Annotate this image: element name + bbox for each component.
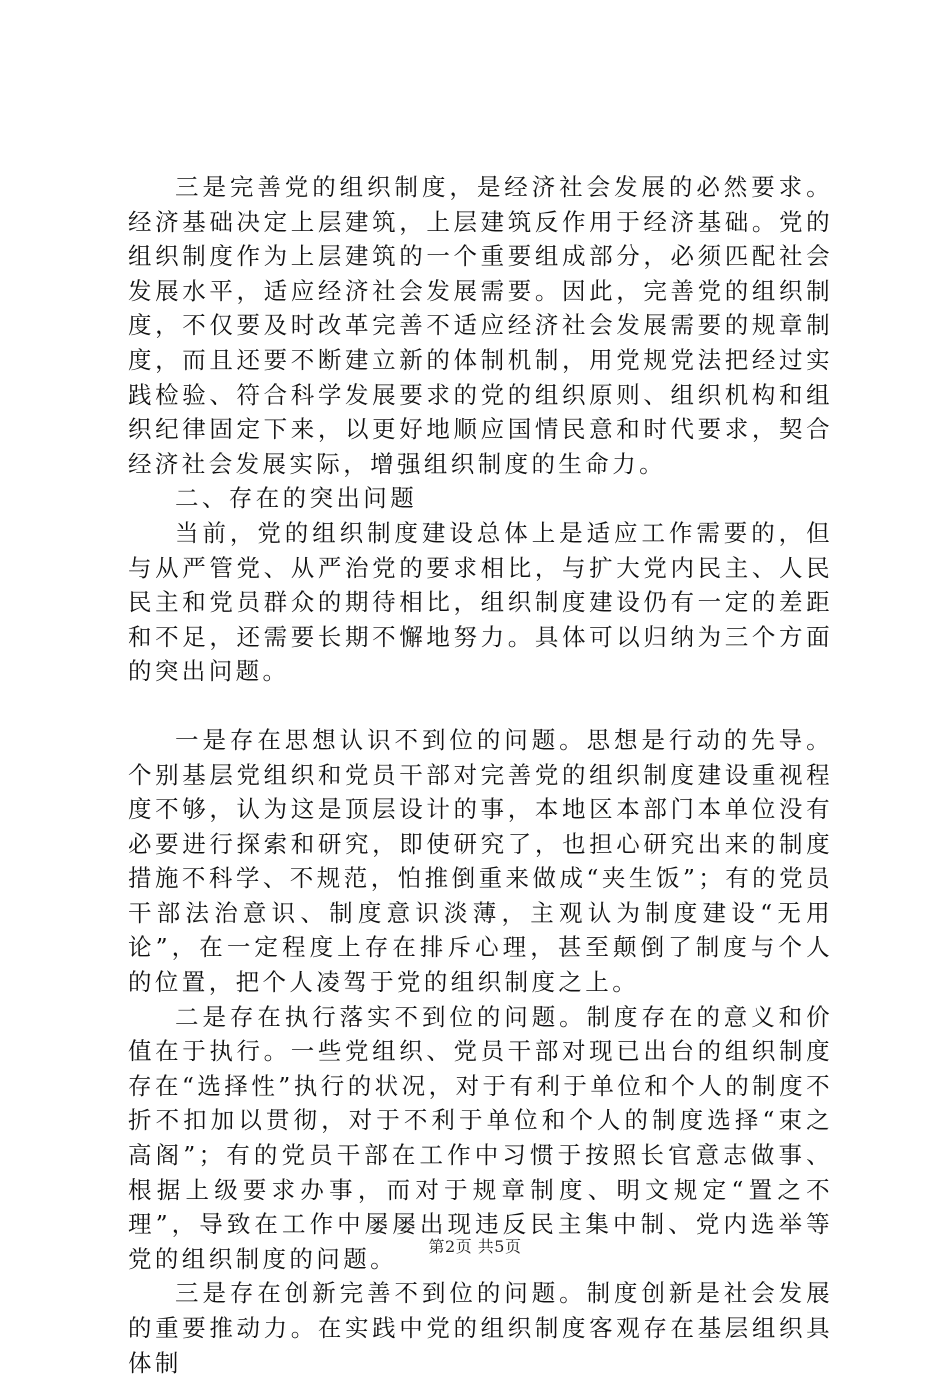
paragraph-current-situation: 当前，党的组织制度建设总体上是适应工作需要的，但与从严管党、从严治党的要求相比，与扩大党内民主、人民民主和党员群众的期待相比，组织制度建设仍有一定的差距和不足，还需要长期不懈地努力。具体可以归纳为三个方面的突出问题。	[128, 518, 833, 686]
paragraph-innovation-problem: 三是存在创新完善不到位的问题。制度创新是社会发展的重要推动力。在实践中党的组织制度客观存在基层组织具体制	[128, 1279, 833, 1377]
paragraph-organization-system-requirement: 三是完善党的组织制度，是经济社会发展的必然要求。经济基础决定上层建筑，上层建筑反作用于经济基础。党的组织制度作为上层建筑的一个重要组成部分，必须匹配社会发展水平，适应经济社会发展需要。因此，完善党的组织制度，不仅要及时改革完善不适应经济社会发展需要的规章制度，而且还要不断建立新的体制机制，用党规党法把经过实践检验、符合科学发展要求的党的组织原则、组织机构和组织纪律固定下来，以更好地顺应国情民意和时代要求，契合经济社会发展实际，增强组织制度的生命力。	[128, 173, 833, 478]
section-heading: 二、存在的突出问题	[175, 484, 418, 513]
paragraph-ideological-problem: 一是存在思想认识不到位的问题。思想是行动的先导。个别基层党组织和党员干部对完善党的组织制度建设重视程度不够，认为这是顶层设计的事，本地区本部门本单位没有必要进行探索和研究，即使研究了，也担心研究出来的制度措施不科学、不规范，怕推倒重来做成“夹生饭”；有的党员干部法治意识、制度意识淡薄，主观认为制度建设“无用论”，在一定程度上存在排斥心理，甚至颠倒了制度与个人的位置，把个人凌驾于党的组织制度之上。	[128, 725, 833, 997]
paragraph-implementation-problem: 二是存在执行落实不到位的问题。制度存在的意义和价值在于执行。一些党组织、党员干部对现已出台的组织制度存在“选择性”执行的状况，对于有利于单位和个人的制度不折不扣加以贯彻，对于不利于单位和个人的制度选择“束之高阁”；有的党员干部在工作中习惯于按照长官意志做事、根据上级要求办事，而对于规章制度、明文规定“置之不理”，导致在工作中屡屡出现违反民主集中制、党内选举等党的组织制度的问题。	[128, 1002, 833, 1273]
document-body	[128, 170, 833, 1380]
paragraph-spacer	[128, 689, 833, 723]
page-number-footer: 第2页 共5页	[428, 1237, 522, 1256]
